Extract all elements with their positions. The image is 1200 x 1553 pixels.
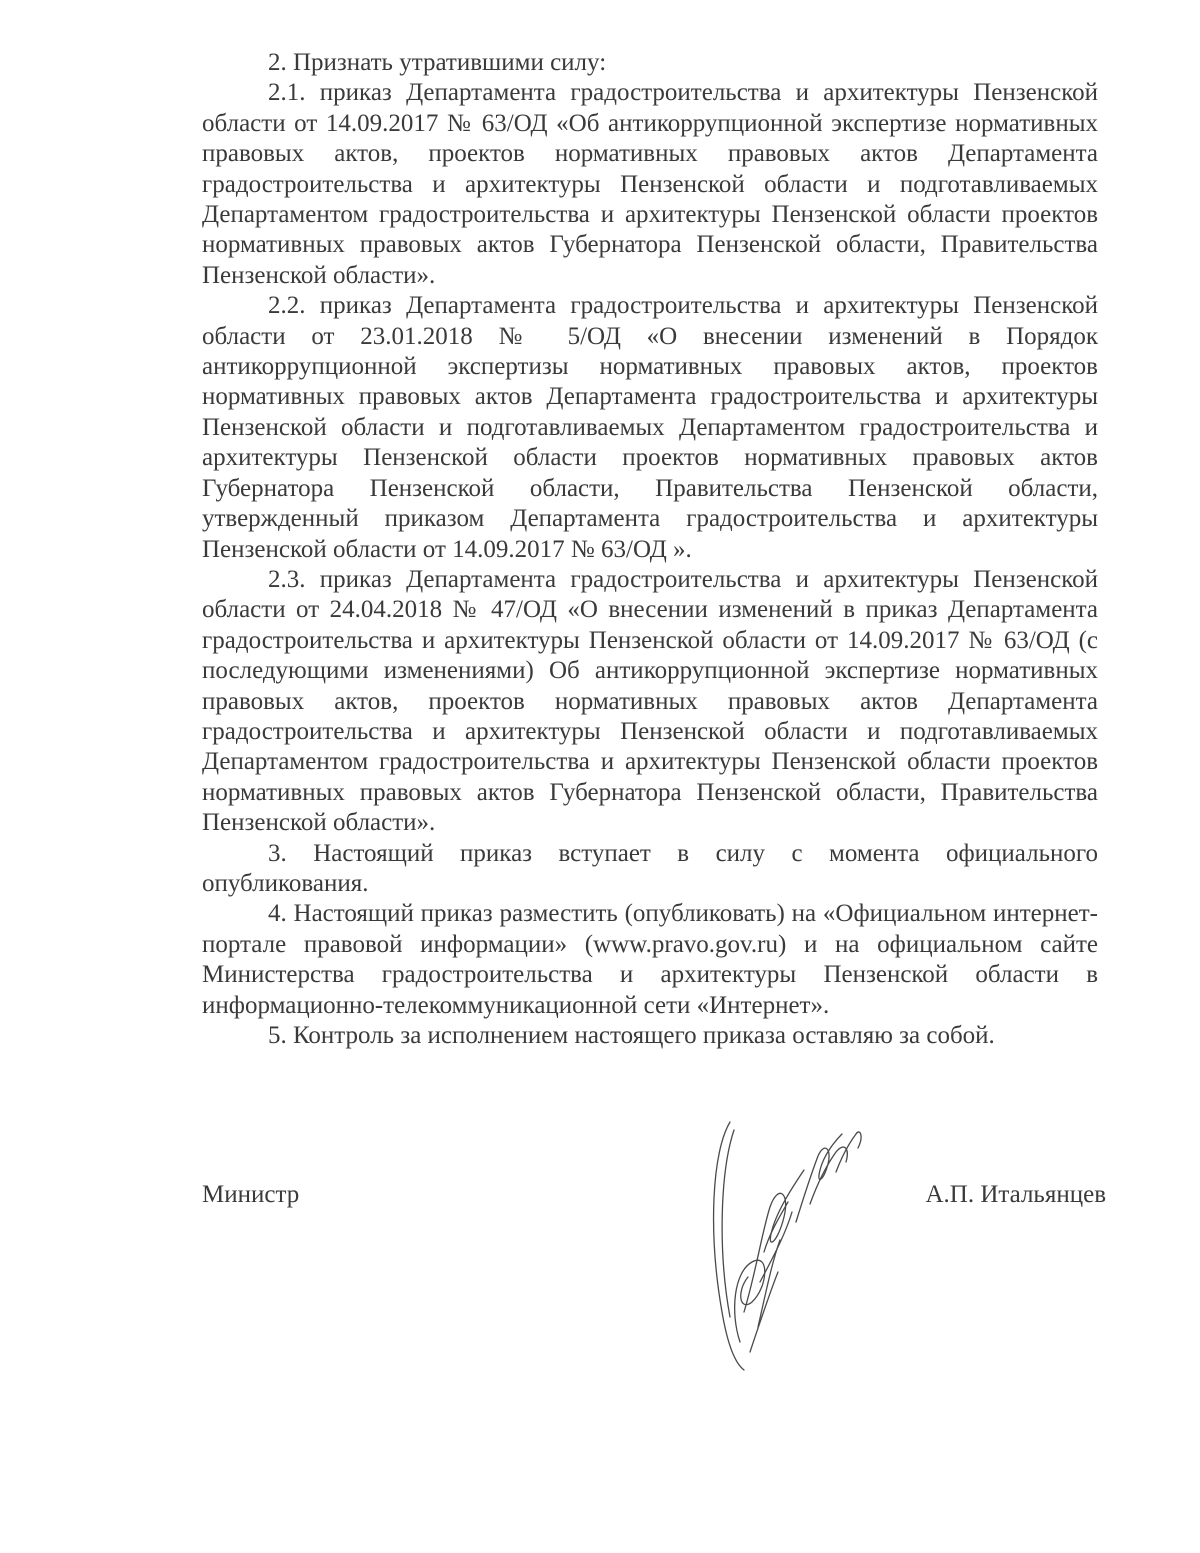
paragraph-repeal-heading: 2. Признать утратившими силу:	[268, 49, 607, 76]
signer-name: А.П. Итальянцев	[925, 1181, 1106, 1208]
paragraph-repeal-2-3: 2.3. приказ Департамента градостроительства и архитектуры Пензенской области от 24.04.2018 № 47/ОД «О внесении изменений в приказ Департамента градостроительства и архитектуры Пензенской области от 14.09.2017 № 63/ОД (с последующими изменениями) Об антикоррупционной экспертизе нормативных правовых актов, проектов нормативных правовых актов Департамента градостроительства и архитектуры Пензенской области и подготавливаемых Департаментом градостроительства и архитектуры Пензенской области проектов нормативных правовых актов Губернатора Пензенской области, Правительства Пензенской области».	[202, 565, 1098, 837]
paragraph-repeal-2-1: 2.1. приказ Департамента градостроительства и архитектуры Пензенской области от 14.09.2017 № 63/ОД «Об антикоррупционной экспертизе нормативных правовых актов, проектов нормативных правовых актов Департамента градостроительства и архитектуры Пензенской области и подготавливаемых Департаментом градостроительства и архитектуры Пензенской области проектов нормативных правовых актов Губернатора Пензенской области, Правительства Пензенской области».	[202, 79, 1098, 289]
paragraph-repeal-2-2: 2.2. приказ Департамента градостроительства и архитектуры Пензенской области от 23.01.2018 № 5/ОД «О внесении изменений в Порядок антикоррупционной экспертизы нормативных правовых актов, проектов нормативных правовых актов Департамента градостроительства и архитектуры Пензенской области и подготавливаемых Департаментом градостроительства и архитектуры Пензенской области проектов нормативных правовых актов Губернатора Пензенской области, Правительства Пензенской области, утвержденный приказом Департамента градостроительства и архитектуры Пензенской области от 14.09.2017 № 63/ОД ».	[202, 292, 1098, 563]
paragraph-control: 5. Контроль за исполнением настоящего приказа оставляю за собой.	[268, 1022, 995, 1049]
handwritten-signature	[700, 1112, 870, 1372]
order-body	[202, 48, 1098, 1051]
signer-position: Министр	[202, 1181, 300, 1208]
paragraph-entry-into-force: 3. Настоящий приказ вступает в силу с момента официального опубликования.	[202, 839, 1098, 897]
paragraph-publication: 4. Настоящий приказ разместить (опубликовать) на «Официальном интернет-портале правовой информации» (www.pravo.gov.ru) и на официальном сайте Министерства градостроительства и архитектуры Пензенской области в информационно-телекоммуникационной сети «Интернет».	[202, 900, 1098, 1019]
